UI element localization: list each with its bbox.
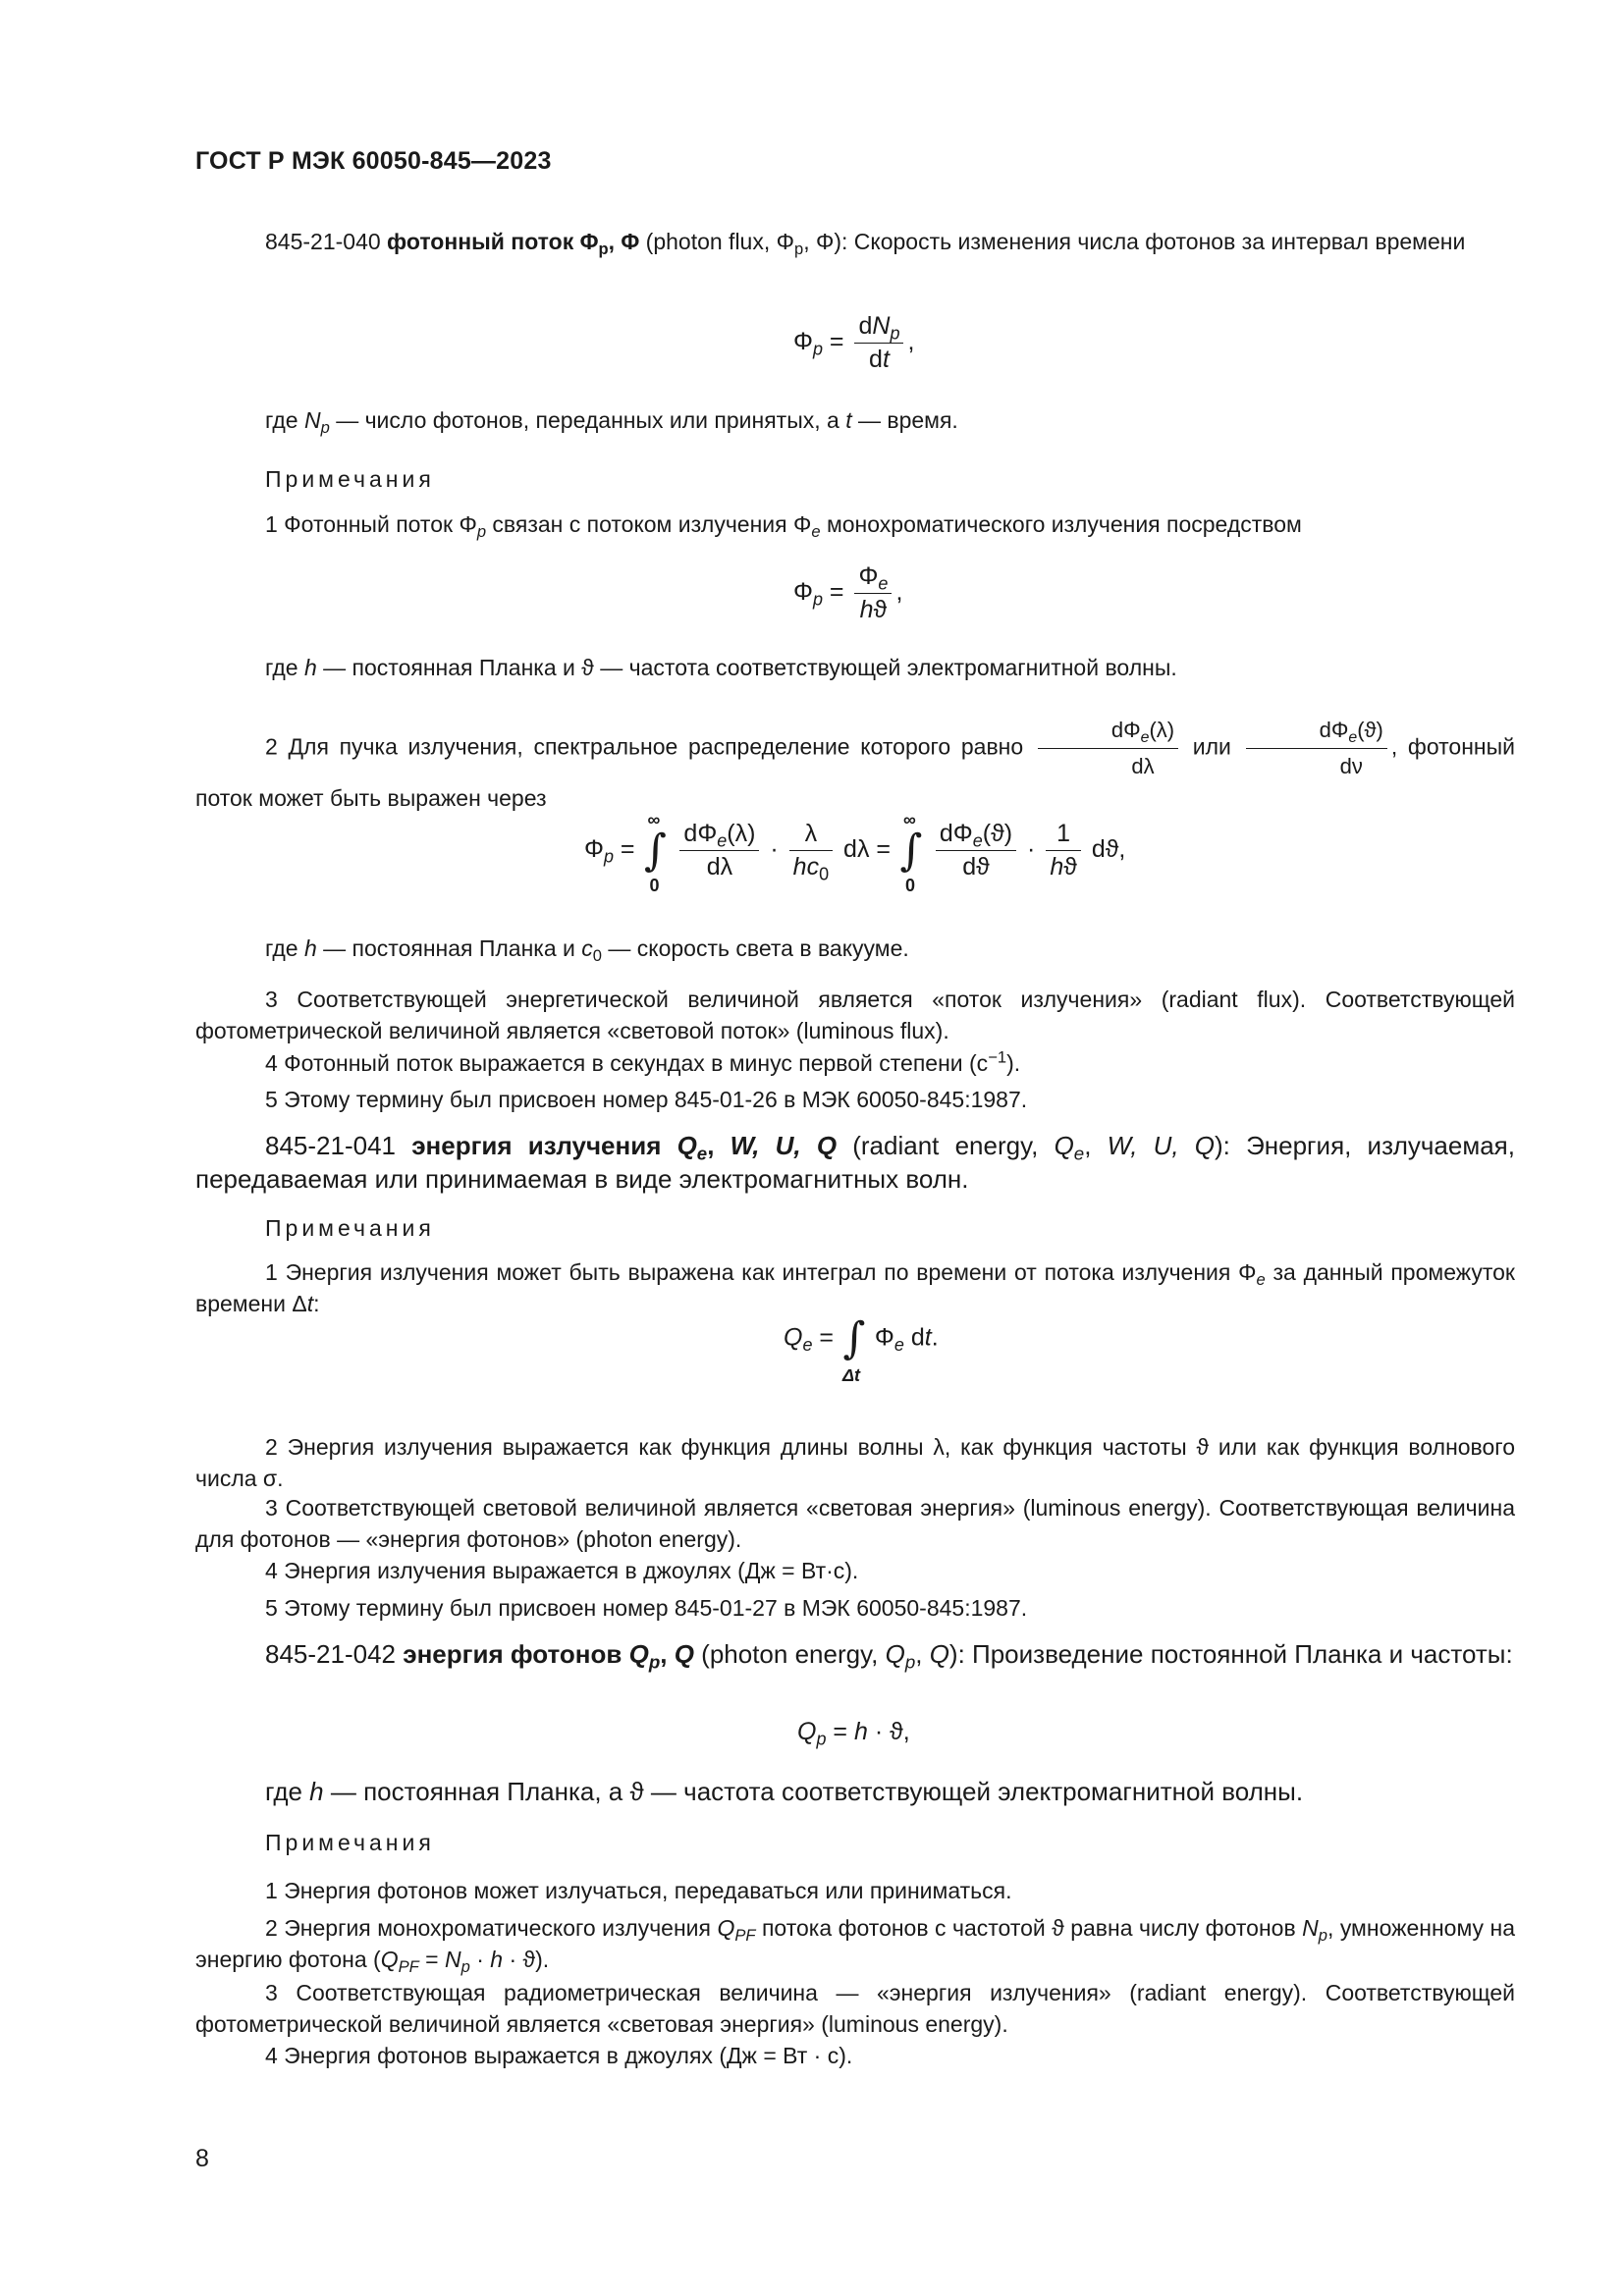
page-number: 8 (195, 2145, 209, 2172)
note-041-3: 3 Соответствующей световой величиной является «световая энергия» (luminous energy). Соответствующая величина для фотонов — «энергия фотонов» (photon energy). (195, 1495, 1515, 1552)
notes-heading: Примечания (265, 466, 435, 492)
notes-heading-041: Примечания (265, 1215, 435, 1241)
formula-photon-flux-integral: $\Phi_p$ = ∞ ∫ 0 $\frac{d\Phi_e(\lambda)}{d\lambda}$ · $\frac{\lambda}{hc_0}$ dλ = ∞ ∫ 0 $\frac{d\Phi_e(ϑ)}{dϑ}$ · $\frac{1}{hϑ}$ dϑ, (584, 809, 1126, 895)
note-040-3: 3 Соответствующей энергетической величиной является «поток излучения» (radiant flux). Соответствующей фотометрической величиной является «световой поток» (luminous flux). (195, 987, 1515, 1043)
notes-heading-042: Примечания (265, 1830, 435, 1855)
formula-photon-flux: $\Phi_p$ = $\frac{dN_p}{dt}$ , (793, 312, 915, 373)
term-042-where: где h — постоянная Планка, а ϑ — частота соответствующей электромагнитной волны. (265, 1777, 1304, 1806)
formula-radiant-energy: $Q_e$ = ∫ Δt $\Phi_e$ dt. (784, 1313, 939, 1385)
note-040-2: 2 Для пучка излучения, спектральное распределение которого равно $\frac{d\Phi_e(\lambda)}{d\lambda}$ или $\frac{d\Phi_e(ϑ)}{d\nu}$ , фотонный поток может быть выражен через (195, 715, 1515, 814)
term-041-definition: 845-21-041 энергия излучения $Q_e$, W, U, Q (radiant energy, $Q_e$, W, U, Q): Энергия, излучаемая, передаваемая или принимаемая в виде электромагнитных волн. (195, 1131, 1515, 1194)
note-040-1: 1 Фотонный поток $\Phi_p$ связан с потоком излучения $\Phi_e$ монохроматического излучения посредством (265, 511, 1302, 541)
note-040-4: 4 Фотонный поток выражается в секундах в минус первой степени $(с^{-1})$. (265, 1047, 1021, 1076)
term-040-where: где $N_p$ — число фотонов, переданных или принятых, а t — время. (265, 407, 958, 437)
note-041-5: 5 Этому термину был присвоен номер 845-01-27 в МЭК 60050-845:1987. (265, 1595, 1028, 1621)
formula-photon-energy: $Q_p = h \cdot ϑ$, (797, 1718, 910, 1749)
note-040-2-where: где h — постоянная Планка и $c_0$ — скорость света в вакууме. (265, 935, 909, 965)
note-042-1: 1 Энергия фотонов может излучаться, передаваться или приниматься. (265, 1878, 1012, 1903)
note-041-2: 2 Энергия излучения выражается как функция длины волны λ, как функция частоты ϑ или как функция волнового числа σ. (195, 1434, 1515, 1491)
note-042-3: 3 Соответствующая радиометрическая величина — «энергия излучения» (radiant energy). Соответствующей фотометрической величиной является «световая энергия» (luminous energy). (195, 1980, 1515, 2037)
document-header: ГОСТ Р МЭК 60050-845—2023 (195, 147, 552, 175)
note-042-4: 4 Энергия фотонов выражается в джоулях (Дж = Вт · с). (265, 2043, 853, 2068)
note-040-5: 5 Этому термину был присвоен номер 845-01-26 в МЭК 60050-845:1987. (265, 1087, 1028, 1112)
term-042-definition: 845-21-042 энергия фотонов $Q_p$, Q (photon energy, $Q_p$, Q): Произведение постоянной Планка и частоты: (265, 1639, 1513, 1673)
note-040-1-where: где h — постоянная Планка и ϑ — частота соответствующей электромагнитной волны. (265, 655, 1177, 680)
note-042-2: 2 Энергия монохроматического излучения $Q_{PF}$ потока фотонов с частотой ϑ равна числу фотонов $N_p$, умноженному на энергию фотона $(Q_{PF} = N_p \cdot h \cdot ϑ)$. (195, 1915, 1515, 1976)
note-041-4: 4 Энергия излучения выражается в джоулях (Дж = Вт·с). (265, 1558, 859, 1583)
term-040-definition: 845-21-040 фотонный поток $\Phi_p$, Φ (photon flux, $\Phi_p$, Φ): Скорость изменения числа фотонов за интервал времени (265, 229, 1466, 258)
note-041-1: 1 Энергия излучения может быть выражена как интеграл по времени от потока излучения $\Phi_e$ за данный промежуток времени Δt: (195, 1259, 1515, 1316)
formula-photon-flux-relation: $\Phi_p$ = $\frac{\Phi_e}{hϑ}$ , (793, 562, 903, 623)
